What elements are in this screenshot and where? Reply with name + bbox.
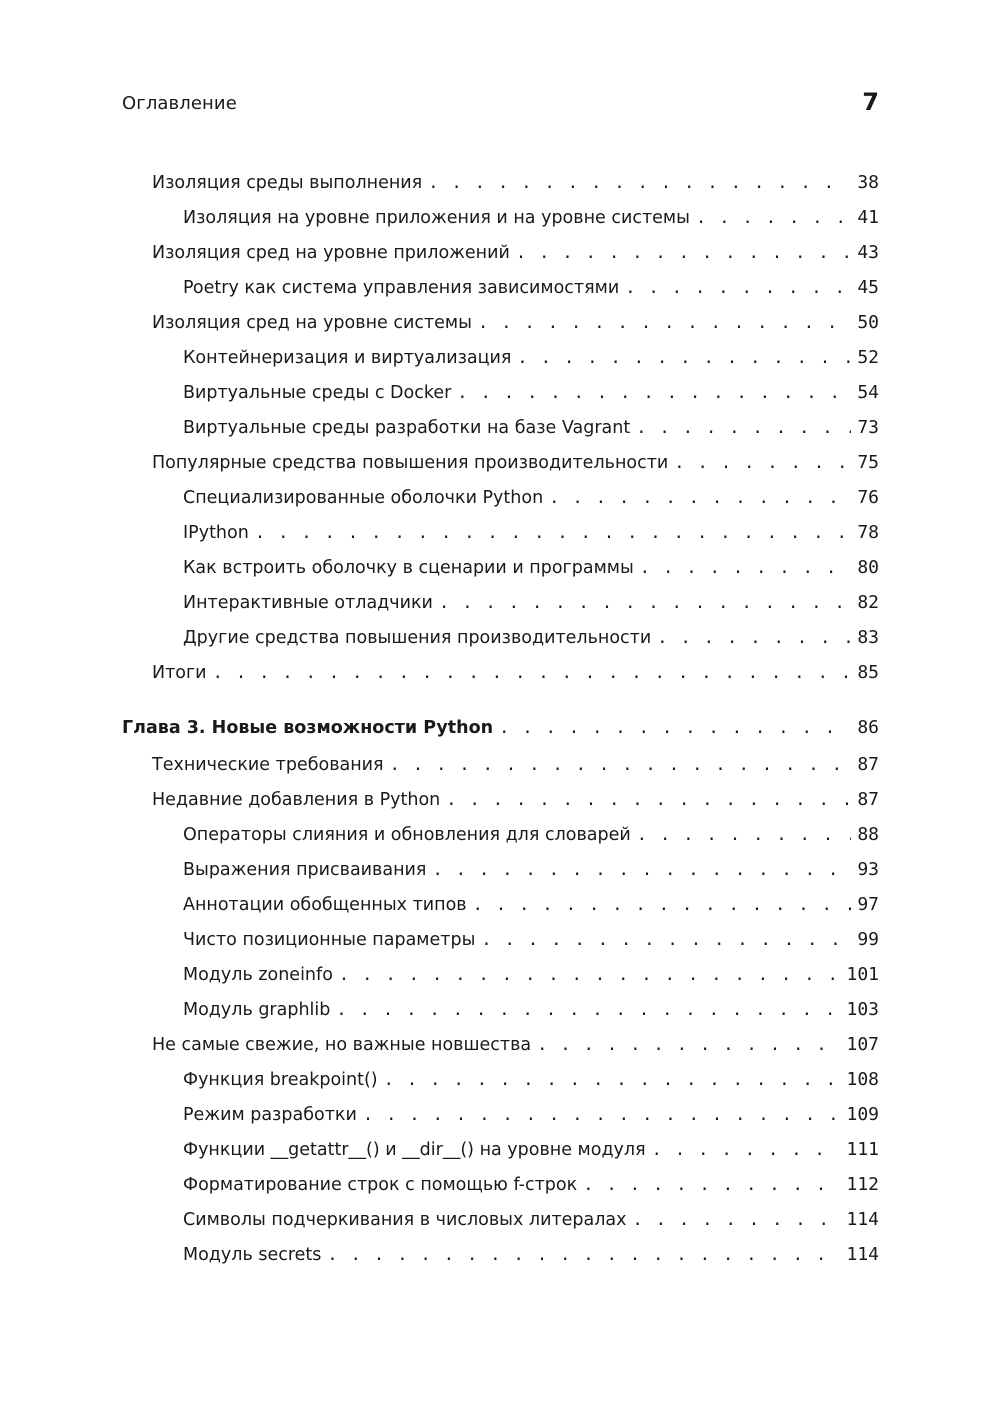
toc-entry xyxy=(183,382,879,412)
toc-entry xyxy=(183,277,879,307)
toc-entry-title: Изоляция сред на уровне системы xyxy=(152,313,472,333)
toc-entry-page: 87 xyxy=(857,789,879,810)
toc-entry-page: 73 xyxy=(857,417,879,438)
dot-leader xyxy=(432,860,851,880)
toc-entry-page: 107 xyxy=(846,1034,879,1055)
toc-chapter-entry xyxy=(122,717,879,747)
toc-entry-title: Функция breakpoint() xyxy=(183,1070,378,1090)
toc-entry xyxy=(183,824,879,854)
toc-entry xyxy=(152,452,879,482)
toc-entry xyxy=(183,1069,879,1099)
dot-leader xyxy=(481,930,851,950)
toc-entry-page: 109 xyxy=(846,1104,879,1125)
toc-entry-title: Чисто позиционные параметры xyxy=(183,930,476,950)
dot-leader xyxy=(637,825,852,845)
toc-entry-page: 114 xyxy=(846,1244,879,1265)
toc-entry-page: 54 xyxy=(857,382,879,403)
toc-entry xyxy=(183,347,879,377)
dot-leader xyxy=(478,313,851,333)
toc-entry-page: 108 xyxy=(846,1069,879,1090)
toc-entry-title: Символы подчеркивания в числовых литералах xyxy=(183,1210,627,1230)
toc-entry-title: Не самые свежие, но важные новшества xyxy=(152,1035,532,1055)
toc-entry xyxy=(152,662,879,692)
toc-entry xyxy=(183,1244,879,1274)
dot-leader xyxy=(549,488,851,508)
toc-entry-page: 101 xyxy=(846,964,879,985)
toc-entry-title: Итоги xyxy=(152,663,207,683)
toc-entry-title: Poetry как система управления зависимостями xyxy=(183,278,620,298)
toc-entry-title: Глава 3. Новые возможности Python xyxy=(122,718,494,738)
dot-leader xyxy=(633,1210,841,1230)
toc-entry-page: 93 xyxy=(857,859,879,880)
toc-entry xyxy=(183,487,879,517)
toc-entry-title: Изоляция среды выполнения xyxy=(152,173,423,193)
dot-leader xyxy=(696,208,851,228)
toc-entry xyxy=(183,627,879,657)
dot-leader xyxy=(384,1070,841,1090)
dot-leader xyxy=(652,1140,841,1160)
toc-entry xyxy=(183,417,879,447)
toc-entry-title: Виртуальные среды разработки на базе Vagrant xyxy=(183,418,631,438)
dot-leader xyxy=(336,1000,840,1020)
toc-entry-page: 80 xyxy=(857,557,879,578)
dot-leader xyxy=(327,1245,840,1265)
dot-leader xyxy=(363,1105,841,1125)
toc-entry-page: 52 xyxy=(857,347,879,368)
toc-entry xyxy=(183,1174,879,1204)
toc-entry-title: Модуль graphlib xyxy=(183,1000,331,1020)
dot-leader xyxy=(213,663,852,683)
toc-entry-title: Контейнеризация и виртуализация xyxy=(183,348,512,368)
toc-entry-page: 114 xyxy=(846,1209,879,1230)
toc-entry-page: 38 xyxy=(857,172,879,193)
toc-entry-title: Выражения присваивания xyxy=(183,860,427,880)
toc-entry-page: 86 xyxy=(857,717,879,738)
toc-entry-page: 83 xyxy=(857,627,879,648)
toc-entry-title: Режим разработки xyxy=(183,1105,357,1125)
toc-entry-page: 112 xyxy=(846,1174,879,1195)
dot-leader xyxy=(428,173,851,193)
toc-entry-page: 75 xyxy=(857,452,879,473)
toc-entry xyxy=(183,1139,879,1169)
dot-leader xyxy=(473,895,852,915)
toc-entry-title: Изоляция на уровне приложения и на уровне системы xyxy=(183,208,690,228)
toc-entry-title: Специализированные оболочки Python xyxy=(183,488,544,508)
toc-entry-title: IPython xyxy=(183,523,249,543)
toc-entry xyxy=(152,312,879,342)
dot-leader xyxy=(390,755,852,775)
toc-entry-page: 43 xyxy=(857,242,879,263)
toc-entry-title: Операторы слияния и обновления для словарей xyxy=(183,825,631,845)
toc-entry-page: 85 xyxy=(857,662,879,683)
toc-entry xyxy=(183,522,879,552)
toc-entry-title: Другие средства повышения производительности xyxy=(183,628,652,648)
dot-leader xyxy=(255,523,851,543)
toc-entry-page: 88 xyxy=(857,824,879,845)
dot-leader xyxy=(625,278,851,298)
dot-leader xyxy=(339,965,841,985)
toc-entry xyxy=(183,207,879,237)
toc-entry-page: 97 xyxy=(857,894,879,915)
dot-leader xyxy=(499,718,851,738)
running-head: Оглавление xyxy=(122,93,237,114)
dot-leader xyxy=(674,453,851,473)
toc-entry xyxy=(183,964,879,994)
dot-leader xyxy=(636,418,851,438)
toc-entry xyxy=(183,557,879,587)
toc-entry-page: 82 xyxy=(857,592,879,613)
toc-entry xyxy=(183,894,879,924)
toc-entry-page: 50 xyxy=(857,312,879,333)
toc-entry-title: Недавние добавления в Python xyxy=(152,790,441,810)
toc-entry xyxy=(152,789,879,819)
page-number: 7 xyxy=(862,88,879,116)
toc-entry-page: 45 xyxy=(857,277,879,298)
toc-entry-page: 87 xyxy=(857,754,879,775)
dot-leader xyxy=(583,1175,840,1195)
toc-entry xyxy=(183,859,879,889)
toc-entry-title: Популярные средства повышения производительности xyxy=(152,453,669,473)
dot-leader xyxy=(457,383,851,403)
toc-entry xyxy=(183,999,879,1029)
toc-entry-title: Модуль secrets xyxy=(183,1245,322,1265)
dot-leader xyxy=(537,1035,840,1055)
toc-entry-title: Интерактивные отладчики xyxy=(183,593,433,613)
dot-leader xyxy=(517,348,851,368)
toc-entry-title: Виртуальные среды с Docker xyxy=(183,383,452,403)
toc-entry xyxy=(152,754,879,784)
dot-leader xyxy=(446,790,851,810)
toc-entry xyxy=(183,592,879,622)
toc-entry xyxy=(183,1209,879,1239)
toc-entry-title: Форматирование строк с помощью f-строк xyxy=(183,1175,578,1195)
dot-leader xyxy=(657,628,851,648)
toc-entry-title: Изоляция сред на уровне приложений xyxy=(152,243,510,263)
toc-entry-page: 76 xyxy=(857,487,879,508)
dot-leader xyxy=(439,593,851,613)
toc-entry xyxy=(152,1034,879,1064)
toc-entry-title: Аннотации обобщенных типов xyxy=(183,895,467,915)
toc-entry-title: Функции __getattr__() и __dir__() на уровне модуля xyxy=(183,1140,646,1160)
toc-entry xyxy=(183,929,879,959)
toc-entry xyxy=(183,1104,879,1134)
toc-entry-title: Как встроить оболочку в сценарии и программы xyxy=(183,558,634,578)
toc-entry xyxy=(152,172,879,202)
toc-entry-page: 99 xyxy=(857,929,879,950)
toc-entry-title: Модуль zoneinfo xyxy=(183,965,333,985)
toc-entry-page: 78 xyxy=(857,522,879,543)
toc-entry-page: 103 xyxy=(846,999,879,1020)
toc-entry xyxy=(152,242,879,272)
dot-leader xyxy=(516,243,851,263)
toc-entry-page: 111 xyxy=(846,1139,879,1160)
dot-leader xyxy=(640,558,852,578)
toc-entry-page: 41 xyxy=(857,207,879,228)
toc-entry-title: Технические требования xyxy=(152,755,384,775)
